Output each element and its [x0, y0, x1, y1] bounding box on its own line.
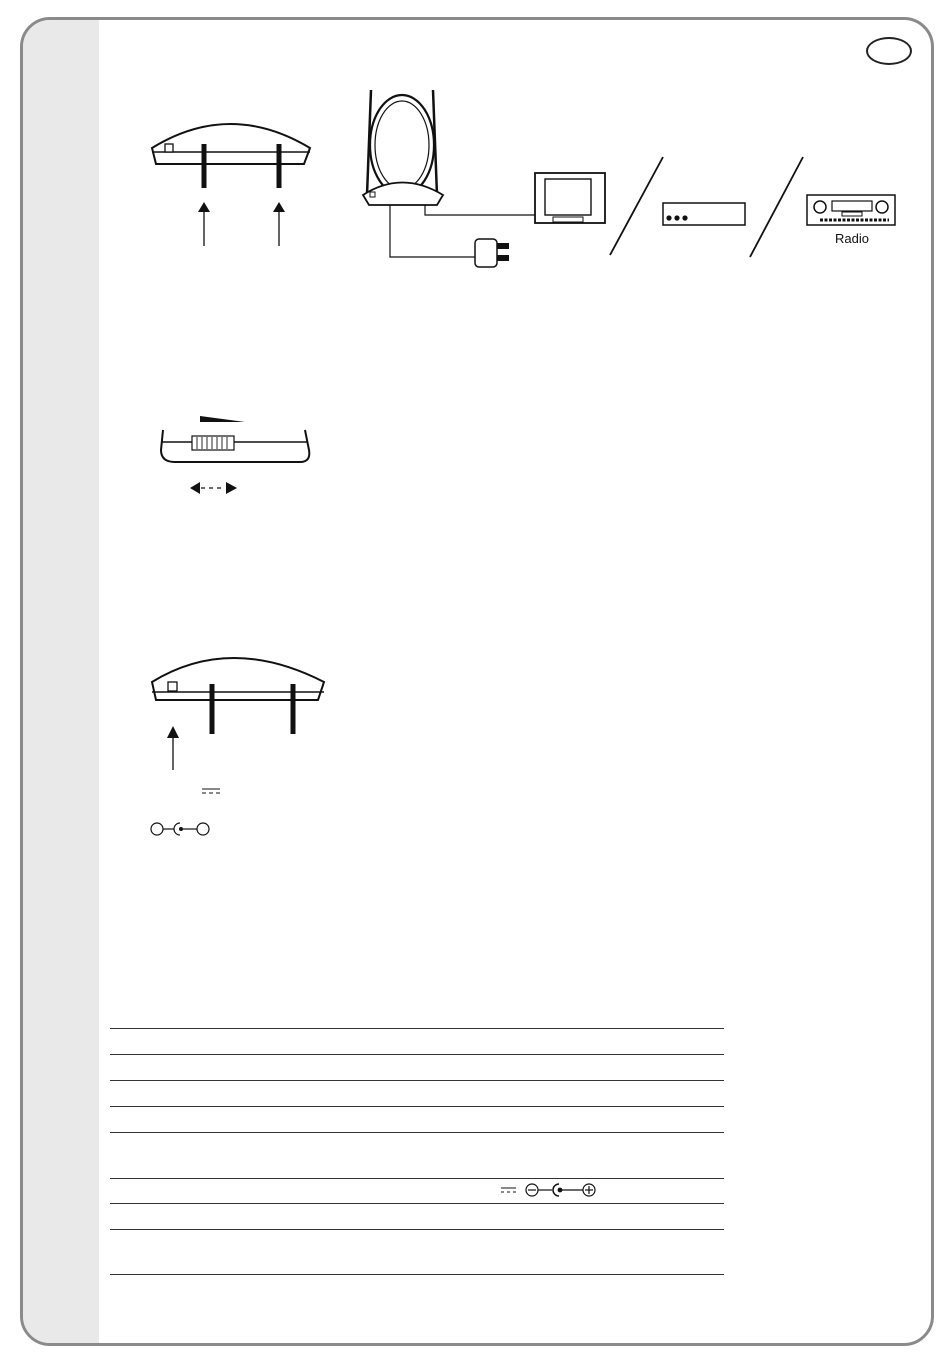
switch-icon: [192, 436, 234, 450]
table-row: [110, 1106, 724, 1132]
dc-power-symbol-icon: [202, 789, 220, 793]
figure-1b-connection-diagram: [355, 85, 915, 270]
side-strip: [23, 20, 99, 1343]
table-row: [110, 1132, 724, 1178]
table-row: [110, 1080, 724, 1106]
plug-adapter-icon: [475, 239, 509, 267]
table-row: [110, 1203, 724, 1229]
tv-icon: [535, 173, 605, 223]
table-row: [110, 1028, 724, 1054]
antenna-icon: [363, 90, 443, 205]
arrow-up-icon: [273, 202, 285, 246]
arrow-up-icon: [198, 202, 210, 246]
radio-icon: [807, 195, 895, 225]
receiver-icon: [663, 203, 745, 225]
spec-table: [110, 1028, 724, 1275]
figure-1a-antenna-base: [140, 110, 340, 260]
table-row: [110, 1178, 724, 1203]
arrow-up-icon: [167, 726, 179, 770]
table-row: [110, 1229, 724, 1275]
radio-label: Radio: [835, 231, 869, 246]
double-arrow-icon: [190, 482, 237, 494]
language-badge: [866, 37, 912, 65]
figure-2-switch: [155, 410, 325, 500]
figure-3-power-connector: [140, 650, 340, 840]
dc-polarity-icon: [500, 1182, 600, 1200]
table-row: [110, 1054, 724, 1080]
polarity-symbol-icon: [151, 823, 209, 835]
